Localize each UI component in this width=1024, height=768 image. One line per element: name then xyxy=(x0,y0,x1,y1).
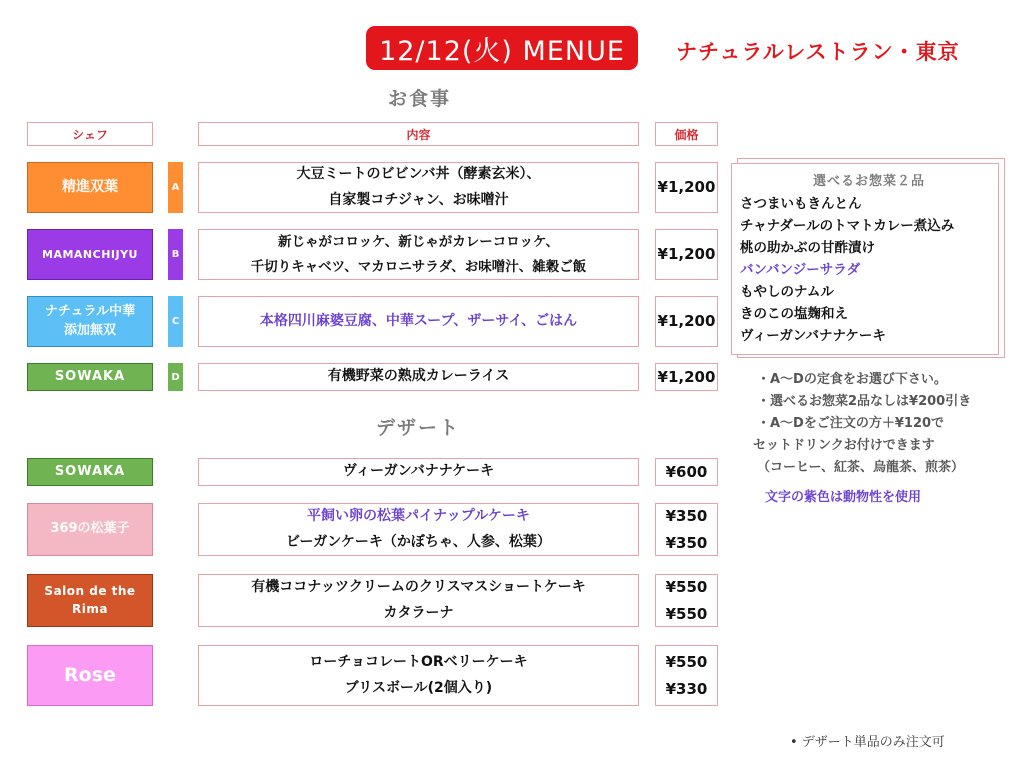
dessert-chef-sowaka: SOWAKA xyxy=(27,458,153,486)
dessert-price-3 xyxy=(655,574,718,627)
dessert-content-4 xyxy=(198,645,639,706)
set-letter-c: C xyxy=(168,296,183,347)
menu-title: 12/12(火) MENUE xyxy=(366,26,638,70)
chef-name-line: ナチュラル中華 xyxy=(44,303,136,319)
meal-line: 新じゃがコロッケ、新じゃがカレーコロッケ、 xyxy=(277,233,560,250)
note-line: ・選べるお惣菜2品なしは¥200引き xyxy=(757,394,972,409)
dessert-line: ヴィーガンバナナケーキ xyxy=(342,463,495,480)
meal-line: 有機野菜の熟成カレーライス xyxy=(327,368,510,385)
chef-name-line: Rima xyxy=(72,601,108,616)
restaurant-name: ナチュラルレストラン・東京 xyxy=(676,40,960,64)
chef-name-line: 添加無双 xyxy=(63,322,116,338)
meal-line: 大豆ミートのビビンバ丼（酵素玄米）、 xyxy=(296,165,541,182)
meals-heading: お食事 xyxy=(388,88,452,110)
dessert-chef-rima xyxy=(27,574,153,627)
dessert-line: 平飼い卵の松葉パイナップルケーキ xyxy=(307,507,530,524)
set-letter-a: A xyxy=(168,162,183,213)
meal-price-b xyxy=(655,229,718,280)
price-value: ¥330 xyxy=(665,679,708,698)
meal-line: 千切りキャベツ、マカロニサラダ、お味噌汁、雑穀ご飯 xyxy=(250,258,587,275)
sides-title: 選べるお惣菜２品 xyxy=(812,174,925,189)
meal-content-c xyxy=(198,296,639,347)
side-item: バンバンジーサラダ xyxy=(740,262,861,278)
side-item: 桃の助かぶの甘酢漬け xyxy=(740,240,875,256)
side-item: さつまいもきんとん xyxy=(740,196,862,212)
meal-content-a xyxy=(198,162,639,213)
dessert-content-1 xyxy=(198,458,639,486)
price-value: ¥1,200 xyxy=(657,367,716,386)
dessert-chef-369: 369の松葉子 xyxy=(27,503,153,556)
note-line: セットドリンクお付けできます xyxy=(753,438,935,453)
dessert-price-1 xyxy=(655,458,718,486)
note-line: ・A〜Dの定食をお選び下さい。 xyxy=(757,372,947,387)
price-value: ¥600 xyxy=(665,462,708,481)
dessert-price-2 xyxy=(655,503,718,556)
meal-line: 自家製コチジャン、お味噌汁 xyxy=(328,191,509,208)
dessert-price-4 xyxy=(655,645,718,706)
side-item: ヴィーガンバナナケーキ xyxy=(740,328,886,344)
price-value: ¥350 xyxy=(665,507,708,526)
chef-badge-b: MAMANCHIJYU xyxy=(27,229,153,280)
meal-price-c xyxy=(655,296,718,347)
column-header-price: 価格 xyxy=(655,122,718,146)
price-value: ¥550 xyxy=(665,653,708,672)
desserts-heading: デザート xyxy=(376,417,461,439)
note-line: ・A〜Dをご注文の方＋¥120で xyxy=(757,416,945,431)
chef-badge-c xyxy=(27,296,153,347)
meal-content-d xyxy=(198,363,639,391)
column-header-content: 内容 xyxy=(198,122,639,146)
chef-name-line: Salon de the xyxy=(44,584,136,599)
set-letter-b: B xyxy=(168,229,183,280)
chef-badge-d: SOWAKA xyxy=(27,363,153,391)
animal-color-note: 文字の紫色は動物性を使用 xyxy=(765,490,922,505)
price-value: ¥1,200 xyxy=(657,245,716,264)
chef-badge-a: 精進双葉 xyxy=(27,162,153,213)
meal-line: 本格四川麻婆豆腐、中華スープ、ザーサイ、ごはん xyxy=(259,312,578,329)
side-item: きのこの塩麹和え xyxy=(740,306,848,322)
dessert-line: 有機ココナッツクリームのクリスマスショートケーキ xyxy=(251,578,586,595)
dessert-chef-rose: Rose xyxy=(27,645,153,706)
price-value: ¥1,200 xyxy=(657,178,716,197)
price-value: ¥350 xyxy=(665,533,708,552)
dessert-line: ローチョコレートORベリーケーキ xyxy=(309,653,528,670)
set-letter-d: D xyxy=(168,363,183,391)
meal-content-b xyxy=(198,229,639,280)
price-value: ¥1,200 xyxy=(657,312,716,331)
meal-price-a xyxy=(655,162,718,213)
column-header-chef: シェフ xyxy=(27,122,153,146)
price-value: ¥550 xyxy=(665,578,708,597)
dessert-line: ビーガンケーキ（かぼちゃ、人参、松葉） xyxy=(286,533,551,550)
price-value: ¥550 xyxy=(665,604,708,623)
side-item: もやしのナムル xyxy=(740,284,834,300)
dessert-content-2 xyxy=(198,503,639,556)
meal-price-d xyxy=(655,363,718,391)
sides-box xyxy=(731,163,999,355)
dessert-content-3 xyxy=(198,574,639,627)
dessert-line: ブリスボール(2個入り) xyxy=(344,679,493,696)
note-line: （コーヒー、紅茶、烏龍茶、煎茶） xyxy=(757,460,964,475)
side-item: チャナダールのトマトカレー煮込み xyxy=(740,218,955,234)
dessert-only-note: • デザート単品のみ注文可 xyxy=(790,735,945,750)
dessert-line: カタラーナ xyxy=(383,604,454,621)
